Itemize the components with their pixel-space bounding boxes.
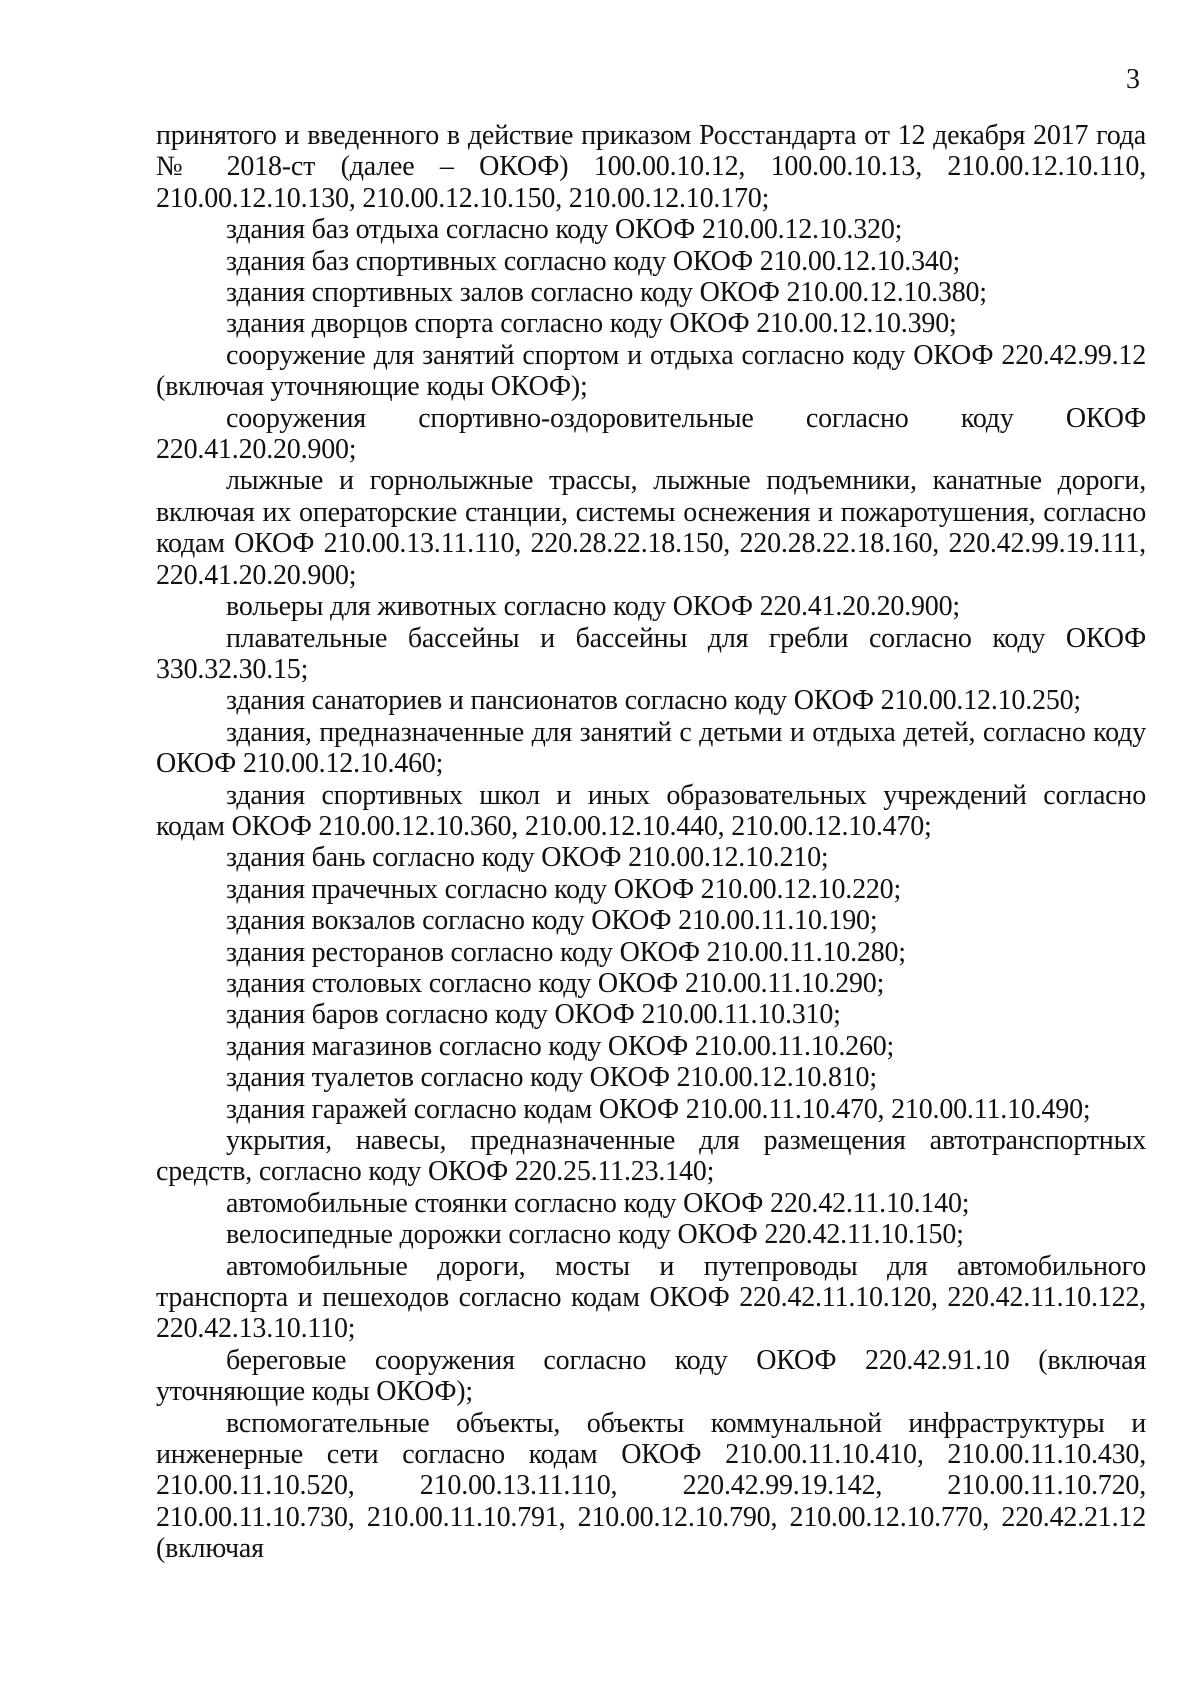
paragraph-parking-lots: автомобильные стоянки согласно коду ОКОФ 220.42.11.10.140; (226, 1187, 970, 1219)
paragraph-laundries: здания прачечных согласно коду ОКОФ 210.00.12.10.220; (226, 873, 902, 905)
paragraph-swimming-pools: плавательные бассейны и бассейны для гребли согласно коду ОКОФ 330.32.30.15; (156, 622, 1146, 685)
paragraph-sports-bases: здания баз спортивных согласно коду ОКОФ 210.00.12.10.340; (226, 245, 961, 277)
paragraph-canteens: здания столовых согласно коду ОКОФ 210.00.11.10.290; (226, 967, 885, 999)
paragraph-restaurants: здания ресторанов согласно коду ОКОФ 210.00.11.10.280; (226, 936, 906, 968)
paragraph-recreation-bases: здания баз отдыха согласно коду ОКОФ 210.00.12.10.320; (226, 214, 903, 246)
paragraph-coastal-structures: береговые сооружения согласно коду ОКОФ 220.42.91.10 (включая уточняющие коды ОКОФ); (156, 1344, 1146, 1408)
paragraph-auxiliary-utilities: вспомогательные объекты, объекты коммунальной инфраструктуры и инженерные сети согласно кодам ОКОФ 210.00.11.10.410, 210.00.11.10.430, 210.00.11.10.520, 210.00.13.11.110, 220.42.99.19.142, 210.00.11.10.720, 210.00.11.10.730, 210.00.11.10.791, 210.00.12.10.790, 210.00.12.10.770, 220.42.21.12 (включая (156, 1407, 1146, 1565)
paragraph-sports-halls: здания спортивных залов согласно коду ОКОФ 210.00.12.10.380; (226, 277, 987, 309)
paragraph-baths: здания бань согласно коду ОКОФ 210.00.12.10.210; (226, 842, 829, 874)
paragraph-ski-trails: лыжные и горнолыжные трассы, лыжные подъемники, канатные дороги, включая их операторские станции, системы оснежения и пожаротушения, согласно кодам ОКОФ 210.00.13.11.110, 220.28.22.18.150, 220.28.22.18.160, 220.42.99.19.111, 220.41.20.20.900; (156, 465, 1146, 591)
paragraph-shops: здания магазинов согласно коду ОКОФ 210.00.11.10.260; (226, 1030, 895, 1062)
paragraph-garages: здания гаражей согласно кодам ОКОФ 210.00.11.10.470, 210.00.11.10.490; (226, 1093, 1091, 1125)
paragraph-children-buildings: здания, предназначенные для занятий с детьми и отдыха детей, согласно коду ОКОФ 210.00.12.10.460; (156, 716, 1146, 780)
paragraph-roads-bridges: автомобильные дороги, мосты и путепроводы для автомобильного транспорта и пешеходов согласно кодам ОКОФ 220.42.11.10.120, 220.42.11.10.122, 220.42.13.10.110; (156, 1250, 1146, 1345)
page-number: 3 (1126, 64, 1140, 95)
paragraph-sport-recreation-structures: сооружение для занятий спортом и отдыха согласно коду ОКОФ 220.42.99.12 (включая уточняющие коды ОКОФ); (156, 339, 1146, 403)
paragraph-sanatoriums: здания санаториев и пансионатов согласно коду ОКОФ 210.00.12.10.250; (226, 685, 1082, 717)
paragraph-bicycle-paths: велосипедные дорожки согласно коду ОКОФ 220.42.11.10.150; (226, 1219, 964, 1251)
paragraph-sport-health-structures: сооружения спортивно-оздоровительные согласно коду ОКОФ 220.41.20.20.900; (156, 402, 1146, 466)
paragraph-sports-schools: здания спортивных школ и иных образовательных учреждений согласно кодам ОКОФ 210.00.12.10.360, 210.00.12.10.440, 210.00.12.10.470; (156, 779, 1146, 842)
paragraph-stations: здания вокзалов согласно коду ОКОФ 210.00.11.10.190; (226, 905, 878, 937)
paragraph-animal-enclosures: вольеры для животных согласно коду ОКОФ 220.41.20.20.900; (226, 591, 960, 623)
paragraph-bars: здания баров согласно коду ОКОФ 210.00.11.10.310; (226, 999, 841, 1031)
paragraph-toilets: здания туалетов согласно коду ОКОФ 210.00.12.10.810; (226, 1062, 877, 1094)
paragraph-okof-intro: принятого и введенного в действие приказом Росстандарта от 12 декабря 2017 года № 2018-ст (далее – ОКОФ) 100.00.10.12, 100.00.10.13, 210.00.12.10.110, 210.00.12.10.130, 210.00.12.10.150, 210.00.12.10.170; (156, 120, 1146, 214)
paragraph-vehicle-shelters: укрытия, навесы, предназначенные для размещения автотранспортных средств, согласно коду ОКОФ 220.25.11.23.140; (156, 1125, 1146, 1188)
document-body (156, 120, 1146, 1565)
paragraph-sports-palaces: здания дворцов спорта согласно коду ОКОФ 210.00.12.10.390; (226, 308, 957, 340)
